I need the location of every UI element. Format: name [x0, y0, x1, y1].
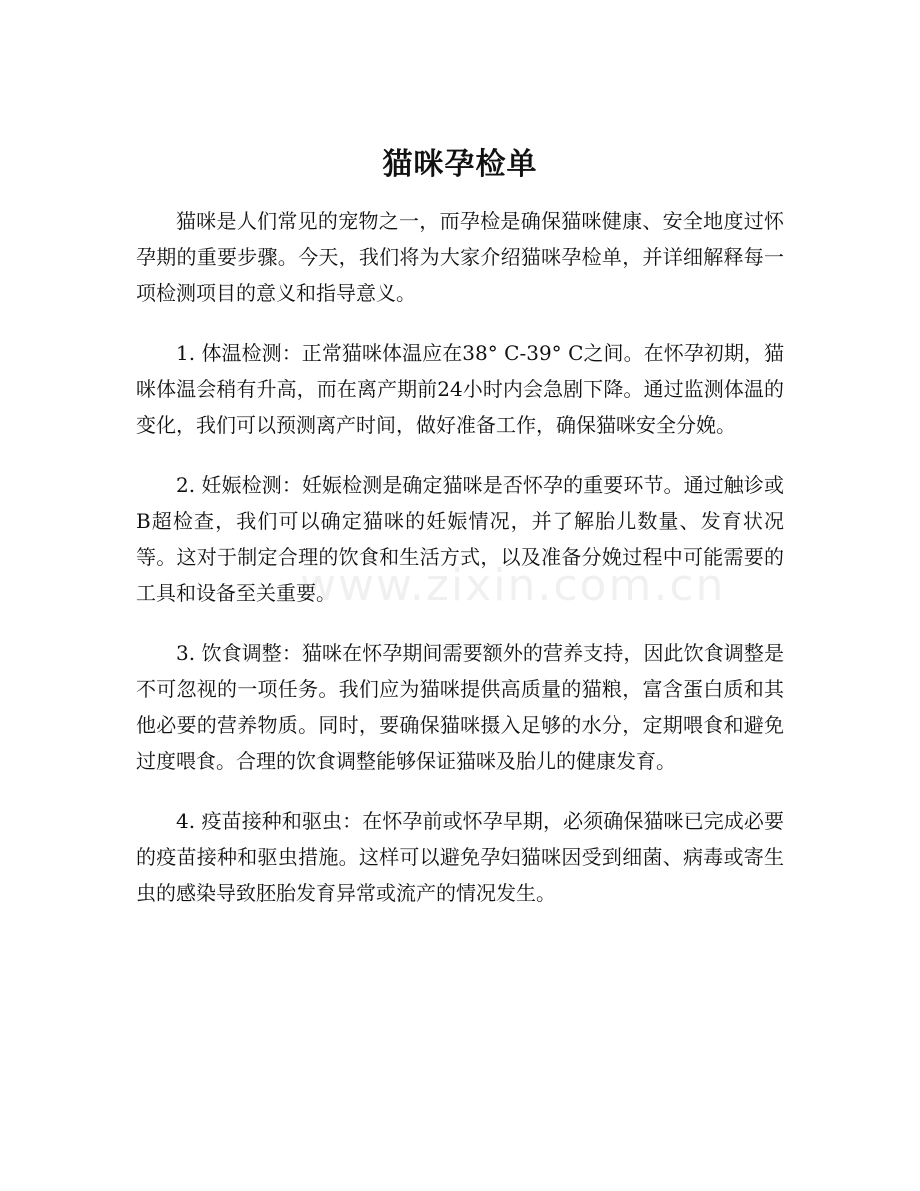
document-body	[136, 203, 784, 935]
paragraph-temperature: 1. 体温检测：正常猫咪体温应在38° C-39° C之间。在怀孕初期，猫咪体温会稍有升高，而在离产期前24小时内会急剧下降。通过监测体温的变化，我们可以预测离产时间，做好准备工作，确保猫咪安全分娩。	[136, 341, 784, 437]
paragraph-diet: 3. 饮食调整：猫咪在怀孕期间需要额外的营养支持，因此饮食调整是不可忽视的一项任务。我们应为猫咪提供高质量的猫粮，富含蛋白质和其他必要的营养物质。同时，要确保猫咪摄入足够的水分，定期喂食和避免过度喂食。合理的饮食调整能够保证猫咪及胎儿的健康发育。	[136, 641, 784, 773]
document-title: 猫咪孕检单	[382, 147, 538, 182]
watermark: www.zixin.com.cn	[300, 560, 726, 611]
intro-paragraph: 猫咪是人们常见的宠物之一，而孕检是确保猫咪健康、安全地度过怀孕期的重要步骤。今天，我们将为大家介绍猫咪孕检单，并详细解释每一项检测项目的意义和指导意义。	[136, 209, 784, 305]
paragraph-pregnancy-test: 2. 妊娠检测：妊娠检测是确定猫咪是否怀孕的重要环节。通过触诊或B超检查，我们可以确定猫咪的妊娠情况，并了解胎儿数量、发育状况等。这对于制定合理的饮食和生活方式，以及准备分娩过程中可能需要的工具和设备至关重要。	[136, 473, 784, 605]
paragraph-vaccine-deworming: 4. 疫苗接种和驱虫：在怀孕前或怀孕早期，必须确保猫咪已完成必要的疫苗接种和驱虫措施。这样可以避免孕妇猫咪因受到细菌、病毒或寄生虫的感染导致胚胎发育异常或流产的情况发生。	[136, 809, 784, 905]
